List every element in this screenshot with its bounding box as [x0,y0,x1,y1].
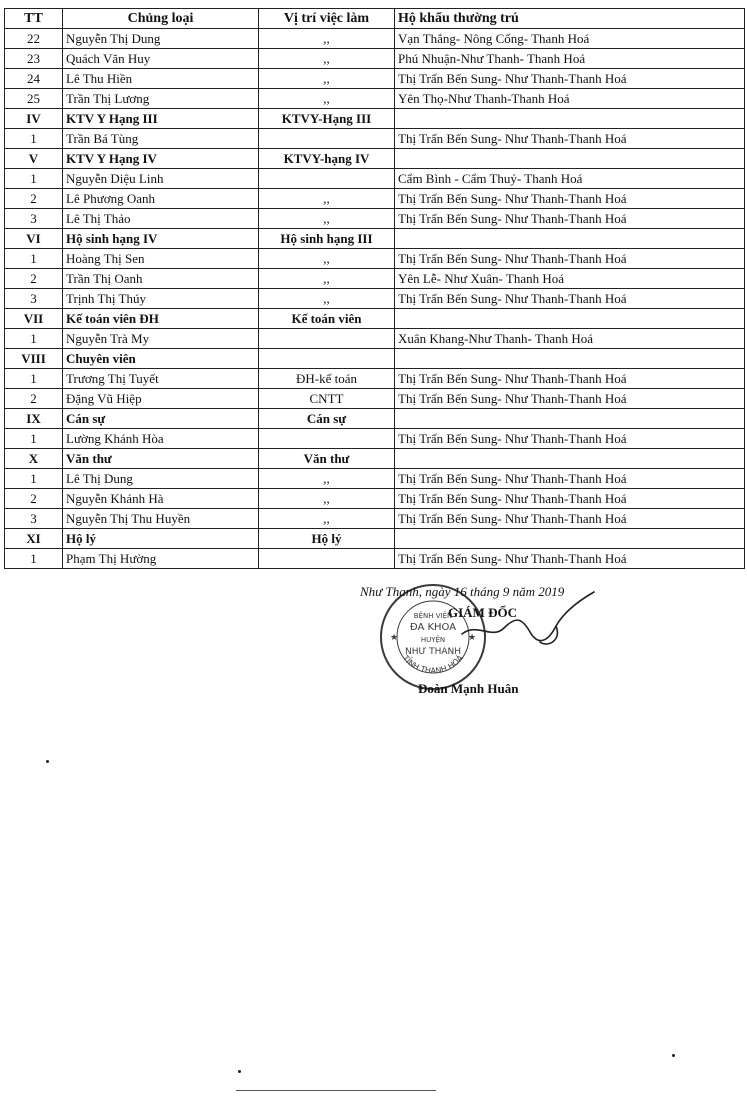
cell-address: Thị Trấn Bến Sung- Như Thanh-Thanh Hoá [395,189,745,209]
cell-category: Trịnh Thị Thúy [63,289,259,309]
cell-tt: 3 [5,509,63,529]
cell-category: Lê Thị Thảo [63,209,259,229]
table-row [5,29,745,49]
cell-position: ,, [259,209,395,229]
cell-tt: 1 [5,429,63,449]
table-row [5,429,745,449]
cell-tt: 1 [5,169,63,189]
section-row [5,349,745,369]
cell-tt: 1 [5,249,63,269]
cell-category: Đặng Vũ Hiệp [63,389,259,409]
header-position: Vị trí việc làm [259,9,395,29]
table-row [5,209,745,229]
table-row [5,129,745,149]
cell-position: ,, [259,89,395,109]
scan-speck [238,1070,241,1073]
cell-address: Thị Trấn Bến Sung- Như Thanh-Thanh Hoá [395,209,745,229]
cell-category: Nguyễn Diệu Linh [63,169,259,189]
table-row [5,89,745,109]
cell-tt: 24 [5,69,63,89]
seal-line-3: HUYỆN [420,636,446,644]
table-row [5,49,745,69]
cell-position: KTVY-hạng IV [259,149,395,169]
cell-tt: 1 [5,129,63,149]
cell-category: Phạm Thị Hường [63,549,259,569]
cell-category: Nguyễn Khánh Hà [63,489,259,509]
cell-category: Lê Thị Dung [63,469,259,489]
header-tt: TT [5,9,63,29]
cell-tt: V [5,149,63,169]
cell-category: Nguyễn Thị Thu Huyền [63,509,259,529]
cell-tt: 2 [5,189,63,209]
cell-position: ,, [259,509,395,529]
handwritten-signature [452,582,602,652]
cell-address: Thị Trấn Bến Sung- Như Thanh-Thanh Hoá [395,389,745,409]
signature-date: Như Thanh, ngày 16 tháng 9 năm 2019 [360,584,565,599]
cell-address: Thị Trấn Bến Sung- Như Thanh-Thanh Hoá [395,69,745,89]
cell-position: Hộ lý [259,529,395,549]
cell-tt: 22 [5,29,63,49]
cell-category: Văn thư [63,449,259,469]
cell-position: ,, [259,489,395,509]
cell-address [395,229,745,249]
cell-tt: 1 [5,469,63,489]
seal-line-2: ĐA KHOA [409,622,457,633]
cell-category: Lê Thu Hiền [63,69,259,89]
cell-tt: 3 [5,209,63,229]
cell-position: CNTT [259,389,395,409]
cell-address: Thị Trấn Bến Sung- Như Thanh-Thanh Hoá [395,549,745,569]
cell-tt: X [5,449,63,469]
cell-address: Vạn Thắng- Nông Cống- Thanh Hoá [395,29,745,49]
cell-category: Hộ sinh hạng IV [63,229,259,249]
cell-category: Chuyên viên [63,349,259,369]
table-row [5,289,745,309]
cell-position: KTVY-Hạng III [259,109,395,129]
cell-tt: 1 [5,329,63,349]
section-row [5,409,745,429]
section-row [5,229,745,249]
cell-tt: VII [5,309,63,329]
section-row [5,109,745,129]
cell-category: Hộ lý [63,529,259,549]
table-row [5,329,745,349]
cell-address: Thị Trấn Bến Sung- Như Thanh-Thanh Hoá [395,509,745,529]
cell-address: Thị Trấn Bến Sung- Như Thanh-Thanh Hoá [395,249,745,269]
cell-address: Thị Trấn Bến Sung- Như Thanh-Thanh Hoá [395,429,745,449]
table-row [5,549,745,569]
cell-position [259,169,395,189]
cell-position: ,, [259,269,395,289]
cell-position: ,, [259,29,395,49]
table-row [5,389,745,409]
cell-tt: 2 [5,269,63,289]
cell-position: Văn thư [259,449,395,469]
cell-position: ,, [259,189,395,209]
cell-category: Trần Thị Oanh [63,269,259,289]
cell-category: Lê Phương Oanh [63,189,259,209]
header-category: Chủng loại [63,9,259,29]
svg-text:★: ★ [468,632,477,642]
cell-tt: 2 [5,389,63,409]
table-row [5,69,745,89]
cell-position: ,, [259,49,395,69]
cell-address [395,409,745,429]
table-row [5,469,745,489]
cell-position: ,, [259,289,395,309]
section-row [5,449,745,469]
personnel-table [4,8,745,569]
cell-address [395,149,745,169]
cell-position [259,429,395,449]
table-row [5,489,745,509]
cell-position [259,349,395,369]
cell-address: Yên Lễ- Như Xuân- Thanh Hoá [395,269,745,289]
section-row [5,149,745,169]
cell-tt: 1 [5,549,63,569]
cell-position: Kế toán viên [259,309,395,329]
cell-position: ,, [259,469,395,489]
cell-tt: VI [5,229,63,249]
cell-address: Cẩm Bình - Cẩm Thuỷ- Thanh Hoá [395,169,745,189]
cell-address [395,309,745,329]
footer-rule [236,1090,436,1091]
table-header-row [5,9,745,29]
cell-category: Kế toán viên ĐH [63,309,259,329]
signature-block [360,580,620,705]
cell-address: Xuân Khang-Như Thanh- Thanh Hoá [395,329,745,349]
cell-category: Lường Khánh Hòa [63,429,259,449]
seal-line-1: BỆNH VIỆN [413,612,453,620]
cell-category: Trần Bá Tùng [63,129,259,149]
cell-category: Trần Thị Lương [63,89,259,109]
cell-position [259,549,395,569]
cell-category: Trương Thị Tuyết [63,369,259,389]
signer-name: Đoàn Mạnh Huân [418,681,519,696]
svg-text:★: ★ [390,632,399,642]
cell-tt: 1 [5,369,63,389]
section-row [5,309,745,329]
table-row [5,249,745,269]
cell-category: Quách Văn Huy [63,49,259,69]
cell-tt: IX [5,409,63,429]
seal-ring-text: TỈNH THANH HOÁ [400,653,466,676]
cell-position: ,, [259,69,395,89]
cell-category: KTV Y Hạng IV [63,149,259,169]
cell-address: Phú Nhuận-Như Thanh- Thanh Hoá [395,49,745,69]
cell-tt: 25 [5,89,63,109]
scan-speck [672,1054,675,1057]
cell-address [395,529,745,549]
cell-tt: 23 [5,49,63,69]
signature-title: GIÁM ĐỐC [448,605,517,620]
header-address: Hộ khẩu thường trú [395,9,745,29]
cell-position [259,329,395,349]
cell-address: Thị Trấn Bến Sung- Như Thanh-Thanh Hoá [395,289,745,309]
cell-tt: 2 [5,489,63,509]
cell-address: Thị Trấn Bến Sung- Như Thanh-Thanh Hoá [395,489,745,509]
table-row [5,369,745,389]
table-row [5,509,745,529]
cell-address [395,349,745,369]
cell-category: Nguyễn Trà My [63,329,259,349]
cell-address [395,449,745,469]
seal-line-4: NHƯ THANH [404,647,462,657]
cell-position [259,129,395,149]
scan-speck [46,760,49,763]
cell-position: ĐH-kế toán [259,369,395,389]
cell-category: KTV Y Hạng III [63,109,259,129]
cell-tt: VIII [5,349,63,369]
cell-tt: 3 [5,289,63,309]
cell-address: Thị Trấn Bến Sung- Như Thanh-Thanh Hoá [395,469,745,489]
cell-address: Thị Trấn Bến Sung- Như Thanh-Thanh Hoá [395,129,745,149]
cell-position: Cán sự [259,409,395,429]
cell-tt: IV [5,109,63,129]
cell-address: Thị Trấn Bến Sung- Như Thanh-Thanh Hoá [395,369,745,389]
cell-category: Cán sự [63,409,259,429]
cell-tt: XI [5,529,63,549]
cell-category: Hoàng Thị Sen [63,249,259,269]
table-row [5,269,745,289]
cell-position: ,, [259,249,395,269]
table-row [5,169,745,189]
cell-address: Yên Thọ-Như Thanh-Thanh Hoá [395,89,745,109]
cell-address [395,109,745,129]
cell-position: Hộ sinh hạng III [259,229,395,249]
table-row [5,189,745,209]
section-row [5,529,745,549]
cell-category: Nguyễn Thị Dung [63,29,259,49]
